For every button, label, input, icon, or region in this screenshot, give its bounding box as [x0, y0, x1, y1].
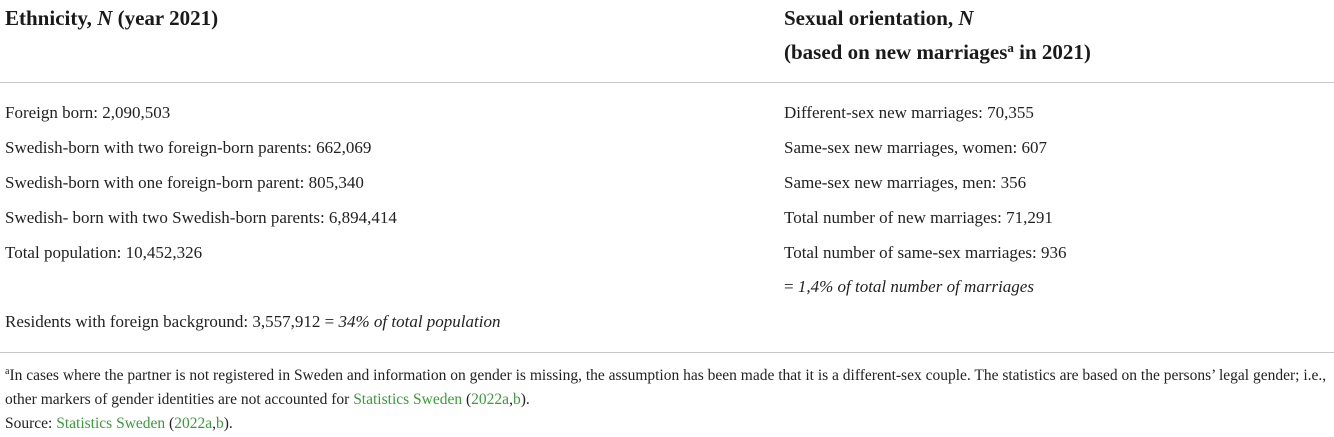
footnote-ref-comma: ,: [509, 391, 513, 408]
footnote-ref-b-link[interactable]: b: [512, 391, 521, 408]
foreign-background-percent: 34% of total population: [338, 312, 501, 331]
footnote-text: In cases where the partner is not registered in Sweden and information on gender is missing, the assumption has been made that it is a different-sex couple. The statistics are based on the persons’ legal gender; i.e., other markers of gender identities are not accounted for: [5, 367, 1327, 408]
footnote-ref-2022a-link[interactable]: 2022a: [471, 391, 510, 408]
source-ref-2022a-link[interactable]: 2022a: [174, 415, 213, 432]
orientation-percent-row: [784, 276, 1034, 298]
orientation-row-same-sex-men: Same-sex new marriages, men: 356: [784, 173, 1027, 192]
ethnicity-row-two-swedish-parents: Swedish- born with two Swedish-born parents: 6,894,414: [5, 208, 397, 227]
footnote-a: [5, 364, 1330, 412]
orientation-header-footnote-marker: a: [1007, 40, 1014, 55]
ethnicity-row-two-foreign-parents: Swedish-born with two foreign-born parents: 662,069: [5, 138, 372, 157]
footnote-marker: a: [5, 366, 10, 377]
source-line: [5, 412, 1330, 436]
header-divider: [0, 82, 1334, 83]
foreign-background-label: Residents with foreign background: 3,557,912 =: [5, 312, 339, 331]
ethnicity-header-year: (year 2021): [112, 6, 219, 30]
orientation-header-line2-post: in 2021): [1013, 40, 1091, 64]
orientation-header-line1: [784, 1, 1091, 35]
ethnicity-header-n: N: [97, 6, 113, 30]
ethnicity-column-header: [5, 1, 218, 35]
orientation-row-total-same-sex: Total number of same-sex marriages: 936: [784, 243, 1067, 262]
orientation-percent-eq: =: [784, 277, 798, 296]
orientation-header-n: N: [958, 6, 974, 30]
orientation-row-different-sex: Different-sex new marriages: 70,355: [784, 103, 1034, 122]
ethnicity-row-foreign-born: Foreign born: 2,090,503: [5, 103, 171, 122]
orientation-row-total-marriages: Total number of new marriages: 71,291: [784, 208, 1053, 227]
orientation-percent-text: 1,4% of total number of marriages: [797, 277, 1034, 296]
foreign-background-row: [5, 311, 500, 333]
source-statistics-sweden-link[interactable]: Statistics Sweden: [56, 415, 166, 432]
footnote-ref-close: ).: [520, 391, 530, 408]
ethnicity-row-one-foreign-parent: Swedish-born with one foreign-born parent: 805,340: [5, 173, 364, 192]
source-label: Source:: [5, 415, 57, 432]
ethnicity-header-text: Ethnicity,: [5, 6, 98, 30]
orientation-column-header: [784, 1, 1091, 69]
source-ref-open: (: [165, 415, 175, 432]
orientation-header-line2-pre: (based on new marriages: [784, 40, 1008, 64]
source-ref-comma: ,: [212, 415, 216, 432]
source-ref-close: ).: [223, 415, 233, 432]
footnote-divider: [0, 352, 1334, 353]
table-footnotes: [5, 364, 1330, 436]
orientation-header-text: Sexual orientation,: [784, 6, 959, 30]
footnote-statistics-sweden-link[interactable]: Statistics Sweden: [353, 391, 463, 408]
orientation-header-line2: [784, 35, 1091, 69]
ethnicity-row-total-population: Total population: 10,452,326: [5, 243, 203, 262]
footnote-ref-open: (: [462, 391, 472, 408]
source-ref-b-link[interactable]: b: [215, 415, 224, 432]
orientation-row-same-sex-women: Same-sex new marriages, women: 607: [784, 138, 1047, 157]
